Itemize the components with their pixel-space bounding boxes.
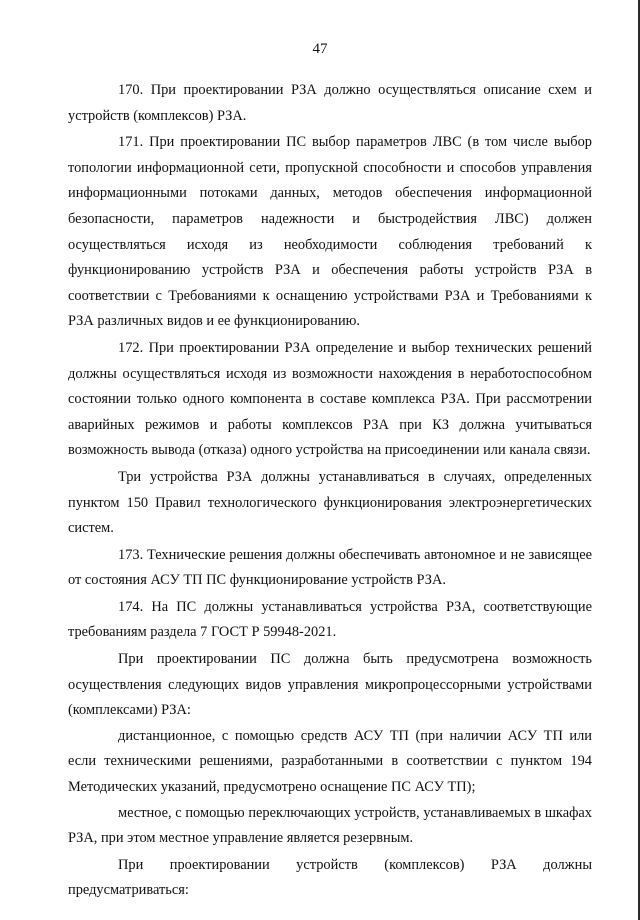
- paragraph-local-control: местное, с помощью переключающих устройств, устанавливаемых в шкафах РЗА, при этом местное управление является резервным.: [68, 804, 592, 847]
- page-number: 47: [312, 41, 328, 57]
- paragraph-control-types: При проектировании ПС должна быть предусмотрена возможность осуществления следующих видов управления микропроцессорными устройствами (комплексами) РЗА:: [68, 651, 592, 719]
- document-body: [68, 78, 592, 904]
- paragraph-remote-control: дистанционное, с помощью средств АСУ ТП (при наличии АСУ ТП или если техническими решениями, разработанными в соответствии с пунктом 194 Методических указаний, предусмотрено оснащение ПС АСУ ТП);: [68, 727, 592, 796]
- paragraph-design-requirements: При проектировании устройств (комплексов) РЗА должны предусматриваться:: [68, 856, 592, 899]
- paragraph-172: 172. При проектировании РЗА определение и выбор технических решений должны осуществляться исходя из возможности нахождения в неработоспособном состоянии только одного компонента в составе комплекса РЗА. При рассмотрении аварийных режимов и работы комплексов РЗА при КЗ должна учитываться возможность вывода (отказа) одного устройства на присоединении или канала связи.: [68, 339, 592, 459]
- paragraph-171: 171. При проектировании ПС выбор параметров ЛВС (в том числе выбор топологии информационной сети, пропускной способности и способов управления информационными потоками данных, методов обеспечения информационной безопасности, параметров надежности и быстродействия ЛВС) должен осуществляться исходя из необходимости соблюдения требований к функционированию устройств РЗА и обеспечения работы устройств РЗА в соответствии с Требованиями к оснащению устройствами РЗА и Требованиями к РЗА различных видов и ее функционированию.: [68, 134, 592, 330]
- paragraph-173: 173. Технические решения должны обеспечивать автономное и не зависящее от состояния АСУ ТП ПС функционирование устройств РЗА.: [68, 546, 592, 589]
- paragraph-170: 170. При проектировании РЗА должно осуществляться описание схем и устройств (комплексов) РЗА.: [68, 82, 592, 124]
- paragraph-174: 174. На ПС должны устанавливаться устройства РЗА, соответствующие требованиям раздела 7 ГОСТ Р 59948-2021.: [68, 598, 592, 641]
- paragraph-three-devices: Три устройства РЗА должны устанавливаться в случаях, определенных пунктом 150 Правил технологического функционирования электроэнергетических систем.: [68, 468, 592, 537]
